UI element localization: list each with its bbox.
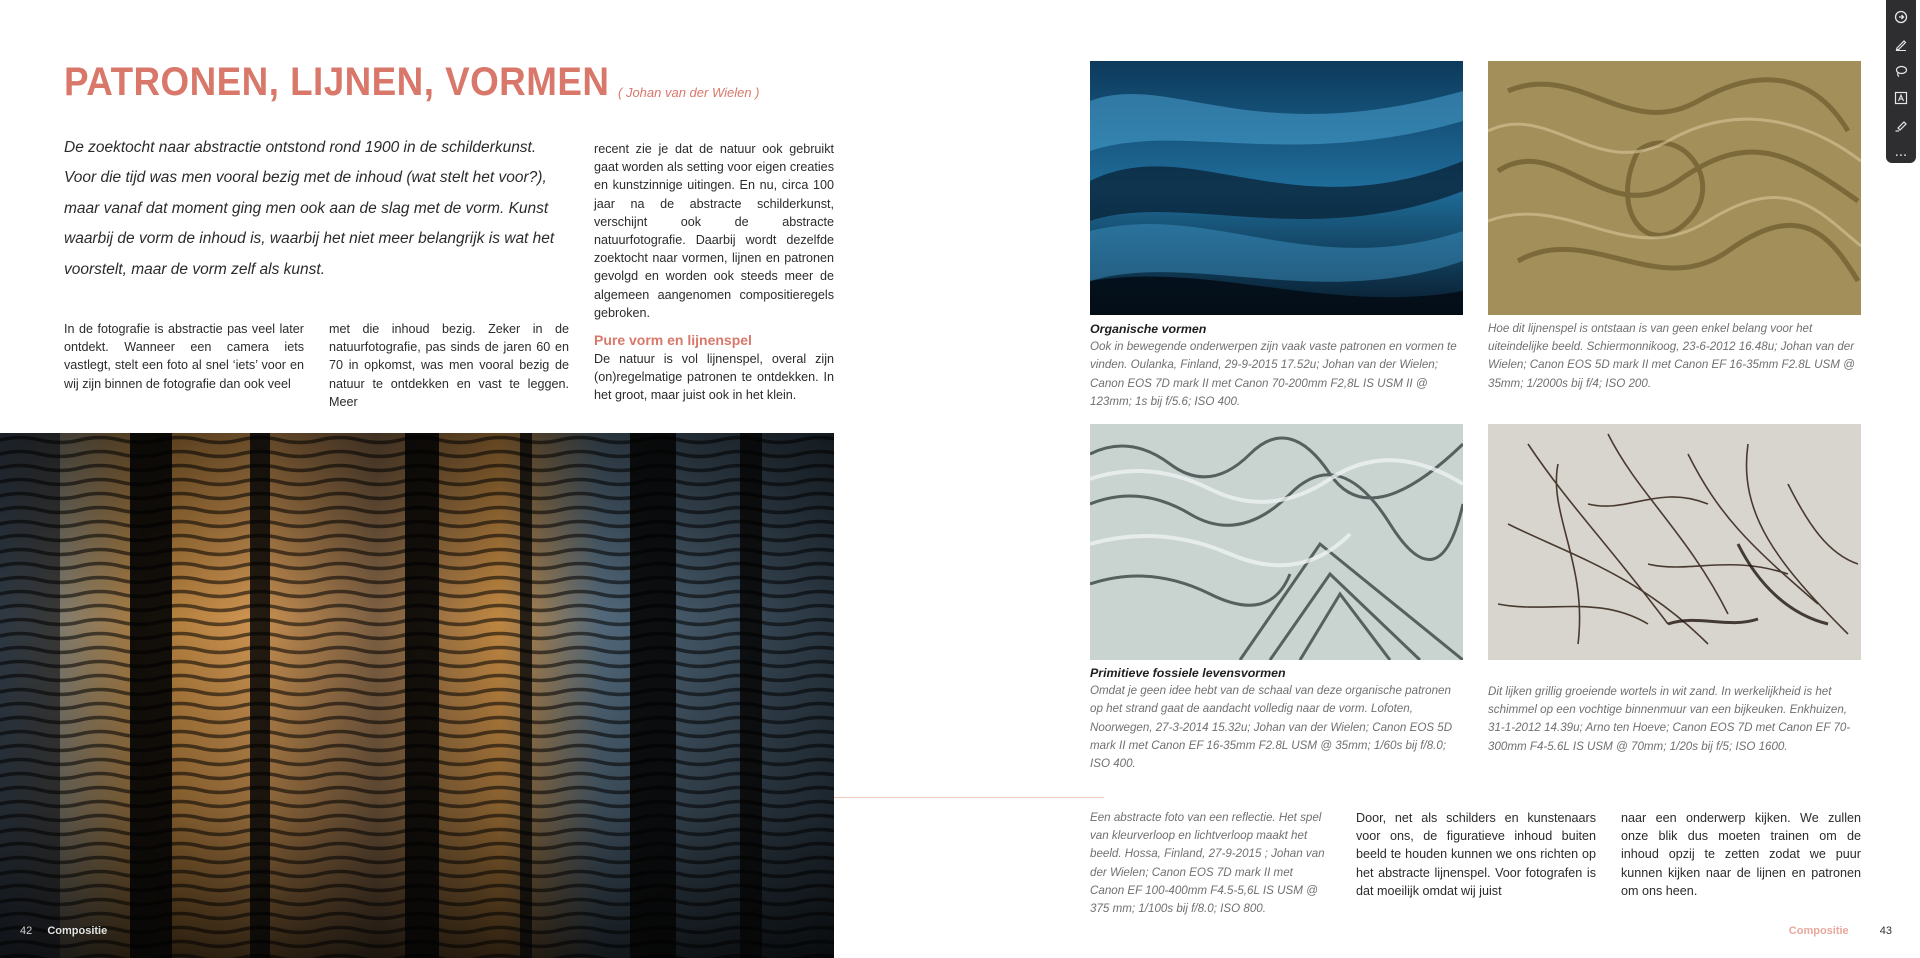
caption-text: Dit lijken grillig groeiende wortels in wit zand. In werkelijkheid is het schimmel op een vochtige binnenmuur van een bijkeuken. Enkhuizen, 31-1-2012 14.39u; Arno ten Hoeve; Canon EOS 7D met Canon EF 70-300mm F4-5.6L IS USM @ 70mm; 1/20s bij f/5; ISO 1600. — [1488, 685, 1851, 753]
subheading: Pure vorm en lijnenspel — [594, 332, 752, 349]
fossil-shapes-image — [1090, 424, 1463, 660]
caption-reflection — [1090, 809, 1330, 918]
caption-text: Een abstracte foto van een reflectie. Het spel van kleurverloop en lichtverloop maakt het beeld. Hossa, Finland, 27-9-2015 ; Johan van der Wielen; Canon EOS 7D mark II met Canon EF 100-400mm F4.5-5,6L IS USM @ 375 mm; 1/100s bij f/8.0; ISO 800. — [1090, 811, 1325, 916]
section-label-left: Compositie — [47, 925, 108, 937]
caption-organic-shapes — [1090, 320, 1464, 411]
more-icon[interactable]: ... — [1894, 144, 1908, 160]
body-column-3 — [594, 140, 834, 405]
article-title: PATRONEN, LIJNEN, VORMEN — [64, 60, 610, 104]
photo-flowing-water — [1090, 61, 1463, 315]
reflection-photo — [0, 433, 834, 958]
mold-roots-image — [1488, 424, 1861, 660]
caption-text: Omdat je geen idee hebt van de schaal van deze organische patronen op het strand gaat de aandacht volledig naar de vorm. Lofoten, Noorwegen, 27-3-2014 15.32u; Johan van der Wielen; Canon EOS 5D mark II met Canon EF 16-35mm F2.8L USM @ 35mm; 1/60s bij f/8.0; ISO 400. — [1090, 684, 1453, 771]
page-number-left: 42 — [20, 925, 33, 937]
highlighter-icon[interactable] — [1891, 115, 1911, 136]
caption-mold-roots — [1488, 683, 1862, 756]
photo-mold-roots — [1488, 424, 1861, 660]
body-column-right-1: Door, net als schilders en kunstenaars voor ons, de figuratieve inhoud buiten beeld te houden kunnen we ons richten op het abstracte lijnenspel. Voor fotografen is dat moeilijk omdat wij juist — [1356, 811, 1596, 898]
reflection-image — [0, 433, 834, 958]
caption-title: Primitieve fossiele levensvormen — [1090, 666, 1286, 680]
page-number-right: 43 — [1879, 925, 1892, 937]
photo-sand-lines — [1488, 61, 1861, 315]
body-column-3-continued: De natuur is vol lijnenspel, overal zijn (on)regelmatige patronen te ontdekken. In het groot, maar juist ook in het klein. — [594, 352, 834, 403]
caption-title: Organische vormen — [1090, 322, 1207, 336]
sand-lines-image — [1488, 61, 1861, 315]
photo-fossil-shapes — [1090, 424, 1463, 660]
folio-left — [20, 925, 107, 937]
pen-icon[interactable] — [1891, 33, 1911, 54]
annotation-toolbar — [1886, 0, 1916, 163]
section-label-right: Compositie — [1788, 925, 1849, 937]
caption-fossil-shapes — [1090, 664, 1464, 773]
flowing-water-image — [1090, 61, 1463, 315]
text-box-icon[interactable] — [1891, 88, 1911, 109]
body-column-3-text: recent zie je dat de natuur ook gebruikt gaat worden als setting voor eigen creaties en kunstzinnige uitingen. En nu, circa 100 jaar na de abstracte schilderkunst, verschijnt ook de abstracte natuurfotografie. Daarbij wordt dezelfde zoektocht naar vormen, lijnen en patronen gevolgd en worden ook steeds meer de algemeen aangenomen compositieregels gebroken. — [594, 142, 834, 320]
caption-text: Hoe dit lijnenspel is ontstaan is van geen enkel belang voor het uiteindelijke beeld. Schiermonnikoog, 23-6-2012 16.48u; Johan van der Wielen; Canon EOS 5D mark II met Canon EF 16-35mm F2.8L USM @ 35mm; 1/2000s bij f/4; ISO 200. — [1488, 322, 1855, 390]
caption-sand-lines — [1488, 320, 1862, 393]
lasso-icon[interactable] — [1891, 60, 1911, 81]
body-column-1: In de fotografie is abstractie pas veel later ontdekt. Wanneer een camera iets vastlegt, stelt een foto al snel ‘iets’ voor en wij zijn binnen de fotografie dan ook veel — [64, 322, 304, 391]
share-icon[interactable] — [1891, 6, 1911, 27]
intro-paragraph: De zoektocht naar abstractie ontstond rond 1900 in de schilderkunst. Voor die tijd was men vooral bezig met de inhoud (wat stelt het voor?), maar vanaf dat moment ging men ook aan de slag met de vorm. Kunst waarbij de vorm de inhoud is, waarbij het niet meer belangrijk is wat het voorstelt, maar de vorm zelf als kunst. — [64, 139, 555, 278]
body-column-2: met die inhoud bezig. Zeker in de natuurfotografie, pas sinds de jaren 60 en 70 in opkomst, was men vooral bezig de natuur te ontdekken en vast te leggen. Meer — [329, 322, 569, 409]
caption-text: Ook in bewegende onderwerpen zijn vaak vaste patronen en vormen te vinden. Oulanka, Finland, 29-9-2015 17.52u; Johan van der Wielen; Canon EOS 7D mark II met Canon 70-200mm F2,8L IS USM II @ 123mm; 1s bij f/5.6; ISO 400. — [1090, 340, 1457, 408]
body-column-right-2: naar een onderwerp kijken. We zullen onze blik dus moeten trainen om de inhoud opzij te zetten zodat we puur kunnen kijken naar de lijnen en patronen om ons heen. — [1621, 811, 1861, 898]
article-author: ( Johan van der Wielen ) — [618, 85, 760, 100]
folio-right — [1789, 925, 1892, 937]
caption-divider — [834, 797, 1104, 798]
